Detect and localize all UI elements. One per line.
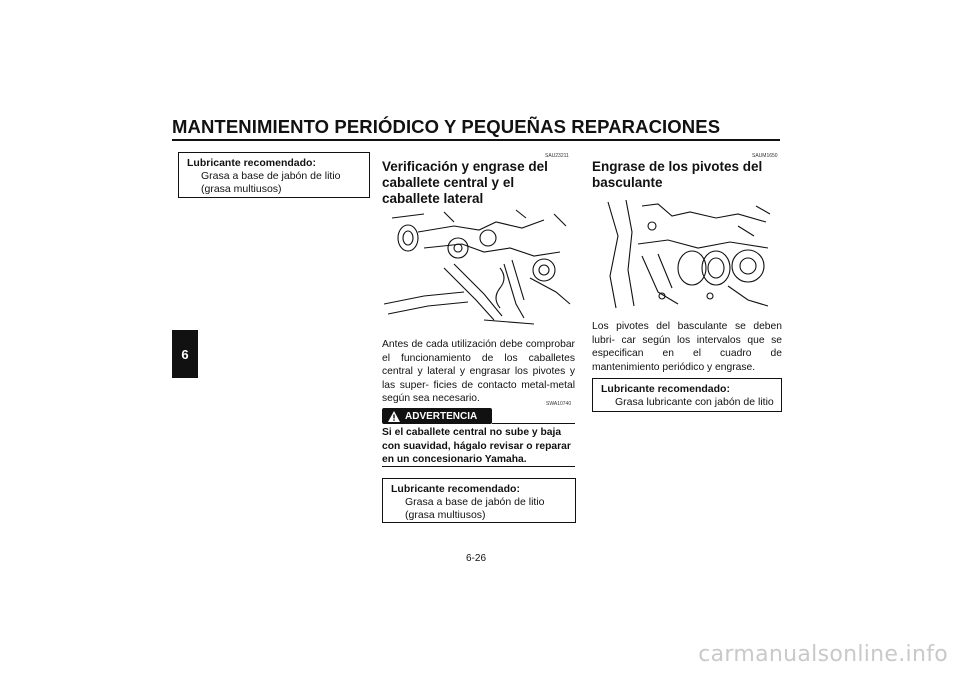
section-body-stand: Antes de cada utilización debe comprobar el funcionamiento de los caballetes central y lateral y engrasar los pivotes y las super- ficies de contacto metal-metal según sea necesario. [382,339,575,404]
swingarm-pivot-illustration [598,196,776,314]
lubricant-box-title: Lubricante recomendado: [391,483,520,495]
page-number: 6-26 [466,553,487,564]
section-title-stand: Verificación y engrase del caballete central y el caballete lateral [382,159,548,206]
lubricant-box-1 [178,152,370,198]
warning-end-rule [382,466,575,467]
section-title-swingarm: Engrase de los pivotes del basculante [592,159,763,190]
warning-rule [492,423,575,424]
lubricant-box-text: Grasa lubricante con jabón de litio [615,396,774,408]
lubricant-box-title: Lubricante recomendado: [187,157,316,169]
lubricant-box-2 [382,478,576,523]
lubricant-box-3 [592,378,782,412]
warning-label: ADVERTENCIA [405,410,478,422]
section-code: SAU23211 [545,153,569,159]
chapter-tab: 6 [172,330,198,378]
section-body-swingarm: Los pivotes del basculante se deben lubri- car según los intervalos que se especifican en el cuadro de mantenimiento periódico y engrase. [592,321,782,373]
lubricant-box-text: Grasa a base de jabón de litio (grasa multiusos) [405,496,545,521]
warning-code: SWA10740 [546,401,572,407]
side-stand-illustration [384,208,574,330]
page-title: MANTENIMIENTO PERIÓDICO Y PEQUEÑAS REPARACIONES [172,116,721,137]
section-code: SAUM1650 [752,153,778,159]
warning-badge [382,408,492,424]
warning-text: Si el caballete central no sube y baja con suavidad, hágalo revisar o reparar en un concesionario Yamaha. [382,427,571,465]
lubricant-box-title: Lubricante recomendado: [601,383,730,395]
lubricant-box-text: Grasa a base de jabón de litio (grasa multiusos) [201,170,341,195]
watermark: carmanualsonline.info [698,642,948,667]
warning-triangle-icon [388,411,400,422]
header-rule [172,139,780,141]
